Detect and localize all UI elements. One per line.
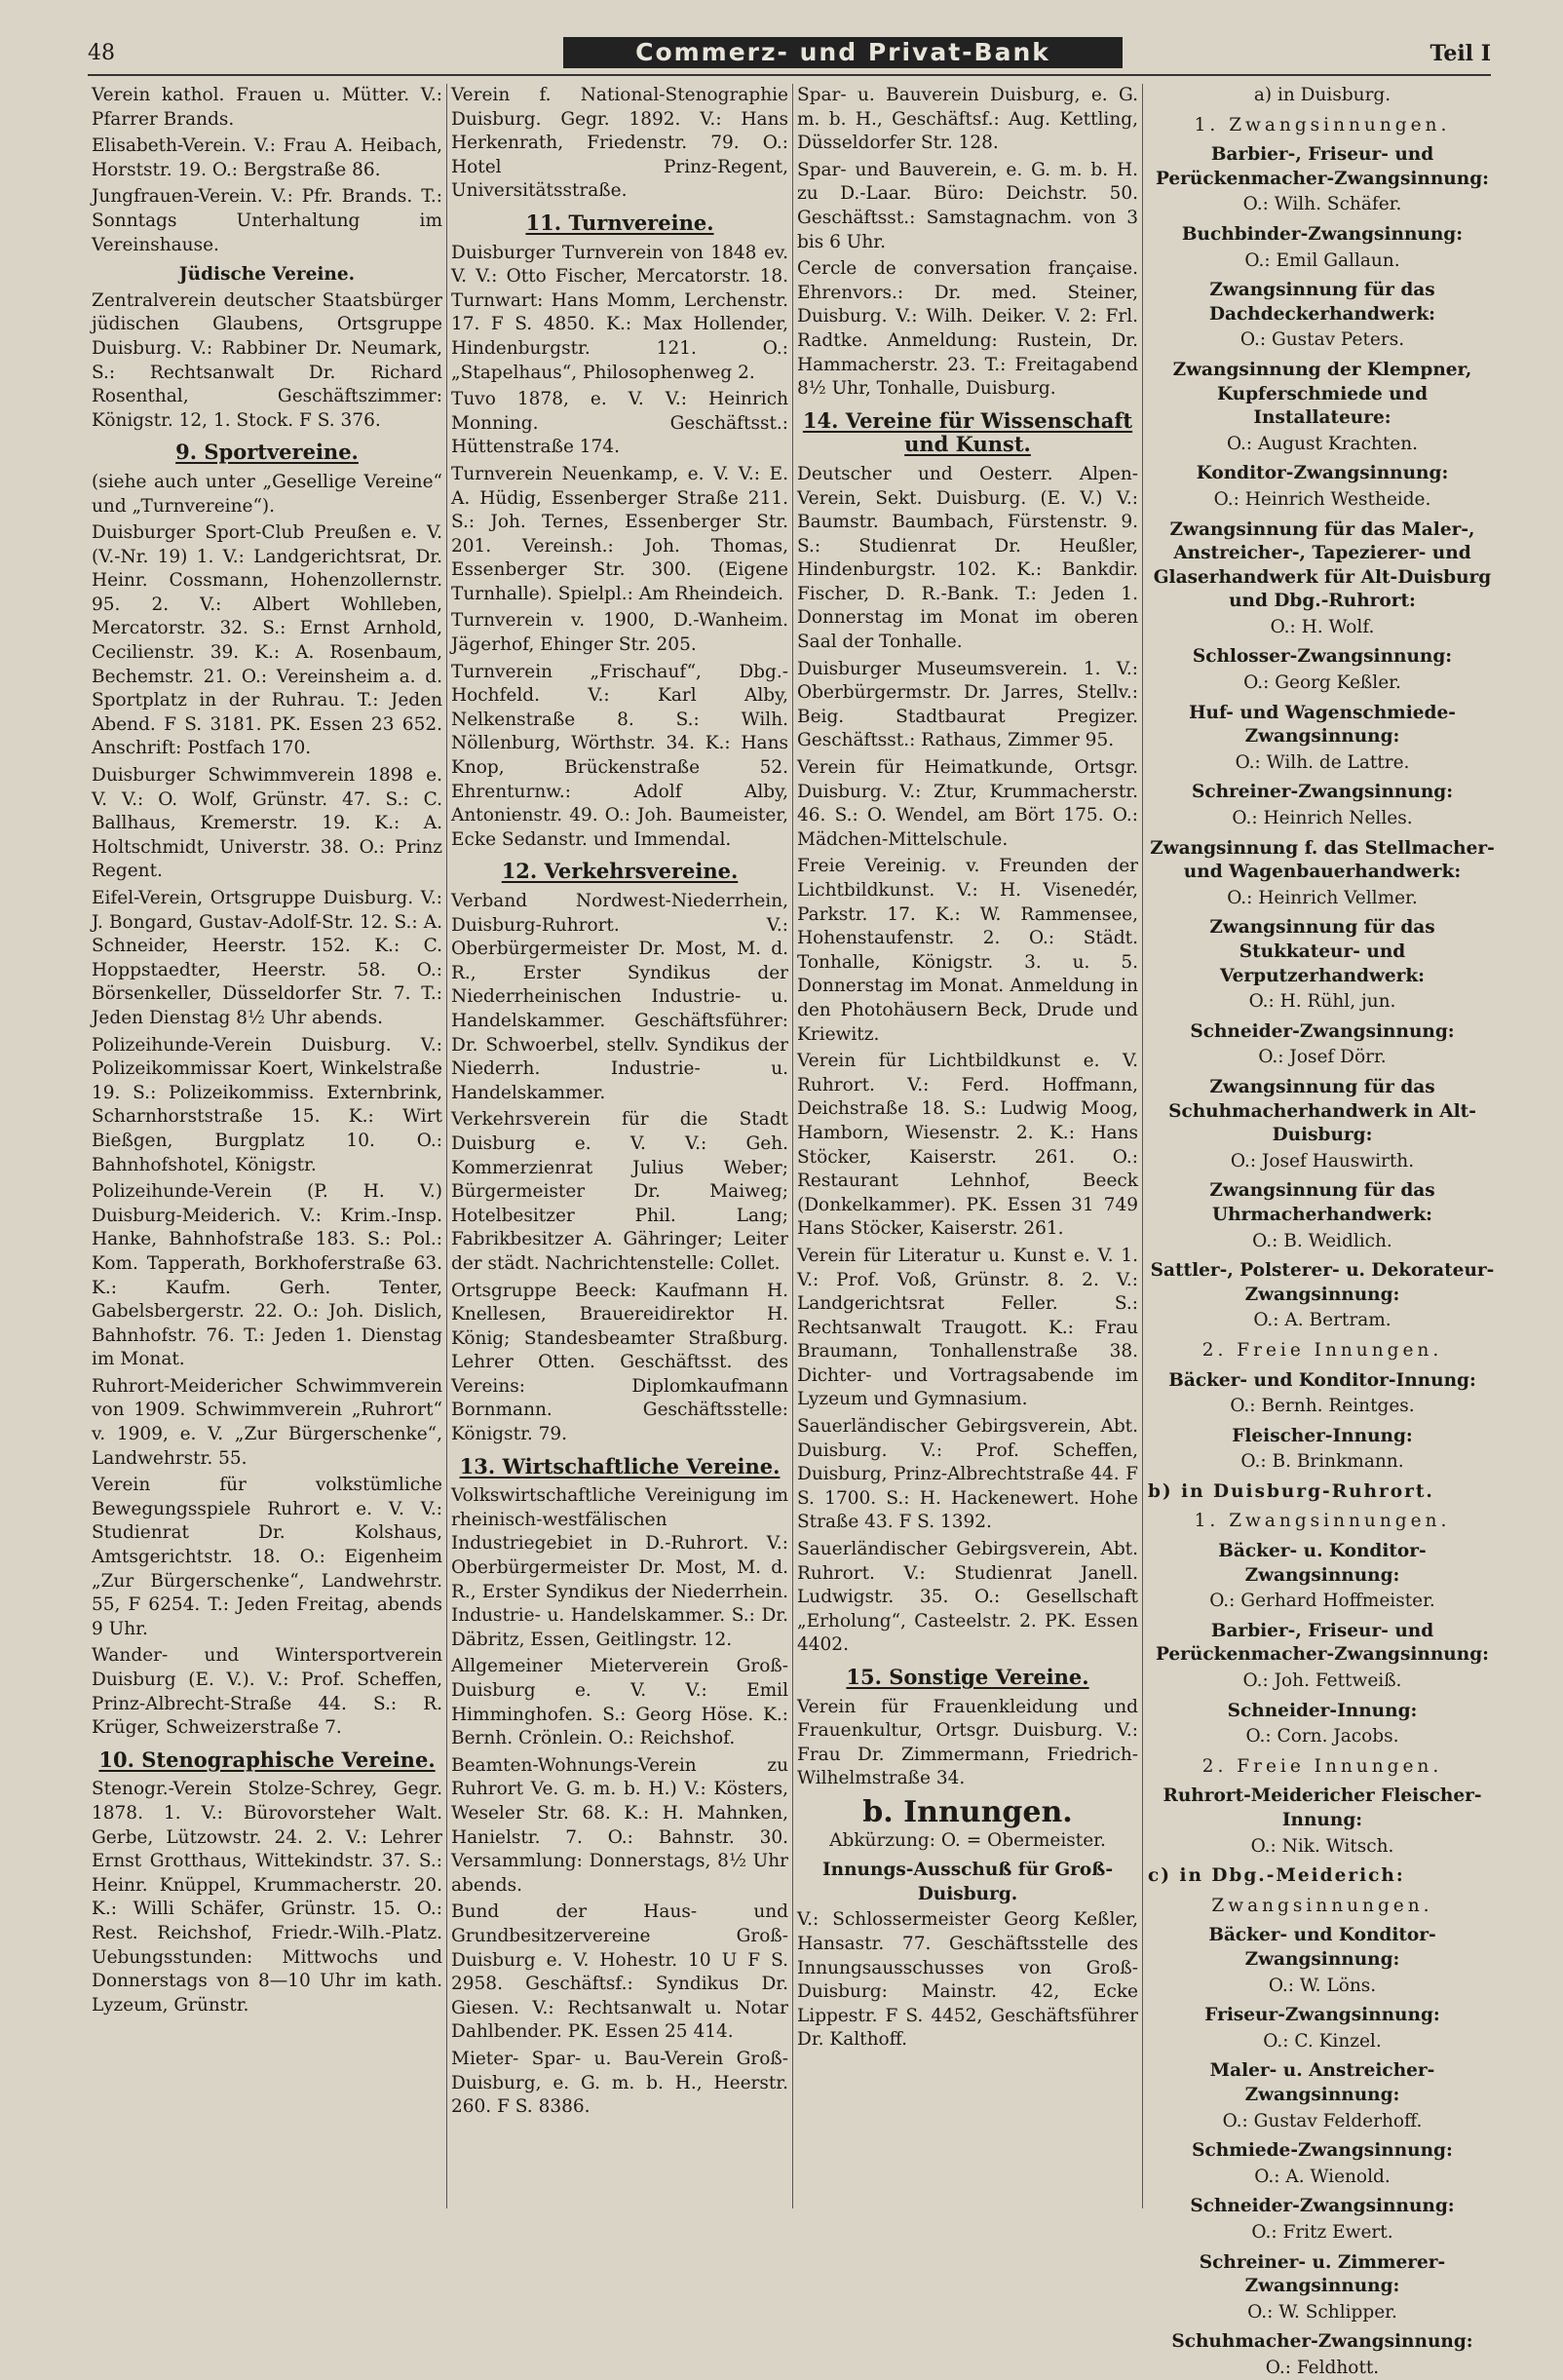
column-divider — [446, 84, 447, 2208]
entry-text: Turnverein v. 1900, D.-Wanheim. Jägerhof, Ehinger Str. 205. — [451, 610, 788, 656]
column-1 — [92, 84, 442, 2218]
subheading: Bäcker- und Konditor-Zwangsinnung: — [1208, 1925, 1436, 1970]
entry-text: Verein für Frauenkleidung und Frauenkultur, Ortsgr. Duisburg. V.: Frau Dr. Zimmermann, Friedrich-Wilhelmstraße 34. — [797, 1696, 1138, 1789]
subheading: Fleischer-Innung: — [1232, 1425, 1413, 1446]
main-heading: b. Innungen. — [862, 1794, 1073, 1829]
centered-line: O.: Gustav Peters. — [1239, 329, 1405, 351]
subheading: Jüdische Vereine. — [178, 264, 356, 286]
subheading: Barbier-, Friseur- und Perückenmacher-Zwangsinnung: — [1156, 144, 1489, 189]
subheading: Huf- und Wagenschmiede-Zwangsinnung: — [1189, 702, 1456, 748]
entry-text: Verein für Lichtbildkunst e. V. Ruhrort. V.: Ferd. Hoffmann, Deichstraße 18. S.: Ludwig Moog, Hamborn, Wiesenstr. 2. K.: Hans Stöcker, Kaiserstr. 261. O.: Restaurant Lehnhof, Beeck (Donkelkammer). PK. Essen 31 749 Hans Stöcker, Kaiserstr. 261. — [797, 1051, 1138, 1240]
centered-line: O.: Feldhott. — [1265, 2357, 1380, 2378]
centered-line: O.: Josef Dörr. — [1258, 1047, 1387, 1068]
entry-text: Allgemeiner Mieterverein Groß-Duisburg e. V. V.: Emil Himminghofen. S.: Georg Höse. K.: Bernh. Crönlein. O.: Reichshof. — [451, 1656, 788, 1749]
entry-text: Duisburger Sport-Club Preußen e. V. (V.-Nr. 19) 1. V.: Landgerichtsrat, Dr. Heinr. Cossmann, Hohenzollernstr. 95. 2. V.: Albert Wohlleben, Mercatorstr. 32. S.: Ernst Arnhold, Cecilienstr. 39. K.: A. Rosenbaum, Bechemstr. 21. O.: Vereinsheim a. d. Sportplatz in der Ruhrau. T.: Jeden Abend. F S. 3181. PK. Essen 23 652. Anschrift: Postfach 170. — [92, 522, 442, 759]
entry-text: Ortsgruppe Beeck: Kaufmann H. Knellesen, Brauereidirektor H. König; Standesbeamter Straßburg. Lehrer Otten. Geschäftsst. des Vereins: Diplomkaufmann Bornmann. Geschäftsstelle: Königstr. 79. — [451, 1280, 788, 1445]
subheading: Sattler-, Polsterer- u. Dekorateur-Zwangsinnung: — [1150, 1260, 1495, 1305]
page-number: 48 — [88, 41, 115, 65]
section-heading: 13. Wirtschaftliche Vereine. — [459, 1453, 781, 1478]
subheading: Barbier-, Friseur- und Perückenmacher-Zwangsinnung: — [1156, 1620, 1489, 1666]
entry-text: Wander- und Wintersportverein Duisburg (E. V.). V.: Prof. Scheffen, Prinz-Albrecht-Straße 44. S.: R. Krüger, Schweizerstraße 7. — [92, 1645, 442, 1739]
subheading: Schreiner- u. Zimmerer-Zwangsinnung: — [1199, 2251, 1446, 2297]
entry-text: Stenogr.-Verein Stolze-Schrey, Gegr. 1878. 1. V.: Bürovorsteher Walt. Gerbe, Lützowstr. 24. 2. V.: Lehrer Ernst Grotthaus, Wittekindstr. 37. S.: Heinr. Knüppel, Krummacherstr. 20. K.: Willi Schäfer, Grünstr. 15. O.: Rest. Reichshof, Friedr.-Wilh.-Platz. Uebungsstunden: Mittwochs und Donnerstags von 8—10 Uhr im kath. Lyzeum, Grünstr. — [92, 1779, 442, 2015]
section-heading: 9. Sportvereine. — [175, 440, 359, 465]
subheading: 1. Zwangsinnungen. — [1194, 114, 1451, 135]
subheading: Friseur-Zwangsinnung: — [1204, 2005, 1440, 2026]
entry-text: Verein für Literatur u. Kunst e. V. 1. V.: Prof. Voß, Grünstr. 8. 2. V.: Landgerichtsrat Feller. S.: Rechtsanwalt Traugott. K.: Frau Braumann, Tonhallenstraße 38. Dichter- und Vortragsabende im Lyzeum und Gymnasium. — [797, 1245, 1138, 1410]
column-2 — [451, 84, 788, 2218]
subheading: Bäcker- und Konditor-Innung: — [1168, 1369, 1476, 1391]
subheading: Zwangsinnung für das Maler-, Anstreicher-, Tapezierer- und Glaserhandwerk für Alt-Duisburg und Dbg.-Ruhrort: — [1153, 518, 1492, 612]
centered-line: O.: Heinrich Westheide. — [1213, 488, 1431, 510]
subheading: Innungs-Ausschuß für Groß-Duisburg. — [822, 1860, 1113, 1904]
centered-line: O.: Fritz Ewert. — [1251, 2221, 1393, 2243]
subheading: Zwangsinnung f. das Stellmacher- und Wagenbauerhandwerk: — [1150, 837, 1495, 883]
subheading: Buchbinder-Zwangsinnung: — [1181, 223, 1464, 245]
subheading: Schreiner-Zwangsinnung: — [1191, 782, 1454, 803]
centered-line: O.: H. Wolf. — [1270, 616, 1375, 637]
entry-text: Duisburger Turnverein von 1848 ev. V. V.: Otto Fischer, Mercatorstr. 18. Turnwart: Hans Momm, Lerchenstr. 17. F S. 4850. K.: Max Hollender, Hindenburgstr. 121. O.: „Stapelhaus“, Philosophenweg 2. — [451, 242, 788, 383]
centered-line: O.: W. Löns. — [1268, 1975, 1377, 1996]
column-divider — [1142, 84, 1143, 2208]
subheading: Zwangsinnung der Klempner, Kupferschmiede und Installateure: — [1172, 359, 1472, 429]
subheading: Zwangsinnungen. — [1211, 1895, 1433, 1916]
centered-line: O.: C. Kinzel. — [1263, 2030, 1382, 2052]
entry-text: Verkehrsverein für die Stadt Duisburg e. V. V.: Geh. Kommerzienrat Julius Weber; Bürgermeister Dr. Maiweg; Hotelbesitzer Phil. Lang; Fabrikbesitzer A. Gähringer; Leiter der städt. Nachrichtenstelle: Collet. — [451, 1109, 788, 1274]
entry-text: Volkswirtschaftliche Vereinigung im rheinisch-westfälischen Industriegebiet in D.-Ruhrort. V.: Oberbürgermeister Dr. Most, M. d. R., Erster Syndikus der Niederrhein. Industrie- u. Handelskammer. S.: Dr. Däbritz, Essen, Geitlingstr. 12. — [451, 1485, 788, 1650]
centered-line: O.: B. Weidlich. — [1252, 1230, 1392, 1251]
entry-text: Verein kathol. Frauen u. Mütter. V.: Pfarrer Brands. — [92, 85, 442, 130]
section-heading: 10. Stenographische Vereine. — [98, 1747, 436, 1772]
section-heading: 11. Turnvereine. — [525, 210, 714, 235]
section-heading: 15. Sonstige Vereine. — [846, 1665, 1089, 1689]
entry-text: Mieter- Spar- u. Bau-Verein Groß-Duisburg, e. G. m. b. H., Heerstr. 260. F S. 8386. — [451, 2048, 788, 2118]
column-4 — [1148, 84, 1497, 2378]
centered-line: O.: H. Rühl, jun. — [1248, 991, 1396, 1013]
subheading: Ruhrort-Meidericher Fleischer-Innung: — [1163, 1785, 1482, 1830]
page-header — [88, 37, 1491, 72]
entry-text: Bund der Haus- und Grundbesitzervereine Groß-Duisburg e. V. Hohestr. 10 U F S. 2958. Geschäftsf.: Syndikus Dr. Giesen. V.: Rechtsanwalt u. Notar Dahlbender. PK. Essen 25 414. — [451, 1901, 788, 2043]
entry-text: (siehe auch unter „Gesellige Vereine“ und „Turnvereine“). — [92, 471, 442, 517]
centered-line: O.: Georg Keßler. — [1243, 672, 1401, 694]
part-label: Teil I — [1430, 41, 1491, 66]
section-heading: 12. Verkehrsvereine. — [501, 859, 739, 884]
subheading: Schuhmacher-Zwangsinnung: — [1171, 2331, 1473, 2353]
centered-line: O.: Joh. Fettweiß. — [1242, 1670, 1402, 1692]
entry-text: Verein für volkstümliche Bewegungsspiele Ruhrort e. V. V.: Studienrat Dr. Kolshaus, Amtsgerichtstr. 18. O.: Eigenheim „Zur Bürgerschenke“, Landwehrstr. 55, F 6254. T.: Jeden Freitag, abends 9 Uhr. — [92, 1475, 442, 1639]
centered-line: O.: Bernh. Reintges. — [1230, 1396, 1415, 1417]
centered-line: O.: Nik. Witsch. — [1250, 1835, 1394, 1857]
centered-line: O.: Josef Hauswirth. — [1230, 1150, 1415, 1171]
subheading: Schneider-Zwangsinnung: — [1190, 1020, 1455, 1042]
subheading: Schneider-Zwangsinnung: — [1190, 2196, 1455, 2217]
centered-line: O.: Gustav Felderhoff. — [1222, 2110, 1423, 2131]
centered-line: O.: W. Schlipper. — [1247, 2301, 1397, 2322]
entry-text: Zentralverein deutscher Staatsbürger jüdischen Glaubens, Ortsgruppe Duisburg. V.: Rabbiner Dr. Neumark, S.: Rechtsanwalt Dr. Richard Rosenthal, Geschäftszimmer: Königstr. 12, 1. Stock. F S. 376. — [92, 289, 442, 431]
centered-line: O.: Heinrich Nelles. — [1232, 808, 1413, 829]
entry-text: Turnverein „Frischauf“, Dbg.-Hochfeld. V.: Karl Alby, Nelkenstraße 8. S.: Wilh. Nöllenburg, Wörthstr. 34. K.: Hans Knop, Brückenstraße 52. Ehrenturnw.: Adolf Alby, Antonienstr. 49. O.: Joh. Baumeister, Ecke Sedanstr. und Immendal. — [451, 661, 788, 850]
entry-text: Polizeihunde-Verein (P. H. V.) Duisburg-Meiderich. V.: Krim.-Insp. Hanke, Bahnhofstraße 183. S.: Pol.: Kom. Tapperath, Borkhoferstraße 63. K.: Kaufm. Gerh. Tenter, Gabelsbergerstr. 22. O.: Joh. Dislich, Bahnhofstr. 76. T.: Jeden 1. Dienstag im Monat. — [92, 1181, 442, 1370]
entry-text: Tuvo 1878, e. V. V.: Heinrich Monning. Geschäftsst.: Hüttenstraße 174. — [451, 389, 788, 458]
entry-text: Turnverein Neuenkamp, e. V. V.: E. A. Hüdig, Essenberger Straße 211. S.: Joh. Ternes, Essenberger Str. 201. Vereinsh.: Joh. Thomas, Essenberger Str. 300. (Eigene Turnhalle). Spielpl.: Am Rheindeich. — [451, 463, 788, 604]
entry-text: Verein f. National-Stenographie Duisburg. Gegr. 1892. V.: Hans Herkenrath, Friedenstr. 79. O.: Hotel Prinz-Regent, Universitätsstraße. — [451, 85, 788, 202]
centered-line: O.: Corn. Jacobs. — [1245, 1726, 1399, 1747]
entry-text: Verband Nordwest-Niederrhein, Duisburg-Ruhrort. V.: Oberbürgermeister Dr. Most, M. d. R., Erster Syndikus der Niederrheinischen Industrie- u. Handelskammer. Geschäftsführer: Dr. Schwoerbel, stellv. Syndikus der Niederrh. Industrie- u. Handelskammer. — [451, 891, 788, 1103]
entry-text: Ruhrort-Meidericher Schwimmverein von 1909. Schwimmverein „Ruhrort“ v. 1909, e. V. „Zur Bürgerschenke“, Landwehrstr. 55. — [92, 1375, 442, 1469]
subheading: Schlosser-Zwangsinnung: — [1192, 646, 1453, 668]
entry-text: Duisburger Museumsverein. 1. V.: Oberbürgermstr. Dr. Jarres, Stellv.: Beig. Stadtbaurat Pregizer. Geschäftsst.: Rathaus, Zimmer 95. — [797, 658, 1138, 751]
subheading: b) in Duisburg-Ruhrort. — [1148, 1480, 1434, 1502]
subheading: Zwangsinnung für das Uhrmacherhandwerk: — [1209, 1180, 1435, 1225]
entry-text: Deutscher und Oesterr. Alpen-Verein, Sekt. Duisburg. (E. V.) V.: Baumstr. Baumbach, Fürstenstr. 9. S.: Studienrat Dr. Heußler, Hindenburgstr. 102. K.: Bankdir. Fischer, D. R.-Bank. T.: Jeden 1. Donnerstag im Monat im oberen Saal der Tonhalle. — [797, 463, 1138, 653]
entry-text: Eifel-Verein, Ortsgruppe Duisburg. V.: J. Bongard, Gustav-Adolf-Str. 12. S.: A. Schneider, Heerstr. 152. K.: C. Hoppstaedter, Heerstr. 58. O.: Börsenkeller, Düsseldorfer Str. 7. T.: Jeden Dienstag 8½ Uhr abends. — [92, 888, 442, 1028]
centered-line: Abkürzung: O. = Obermeister. — [829, 1829, 1106, 1851]
centered-line: O.: A. Bertram. — [1253, 1310, 1391, 1331]
subheading: 1. Zwangsinnungen. — [1194, 1511, 1451, 1532]
centered-line: O.: Emil Gallaun. — [1244, 250, 1400, 271]
entry-text: V.: Schlossermeister Georg Keßler, Hansastr. 77. Geschäftsstelle des Innungsausschusses von Groß-Duisburg: Mainstr. 42, Ecke Lippestr. F S. 4452, Geschäftsführer Dr. Kalthoff. — [797, 1909, 1138, 2051]
subheading: Maler- u. Anstreicher-Zwangsinnung: — [1209, 2060, 1435, 2105]
entry-text: Duisburger Schwimmverein 1898 e. V. V.: O. Wolf, Grünstr. 47. S.: C. Ballhaus, Kremerstr. 19. K.: A. Holtschmidt, Universtr. 38. O.: Prinz Regent. — [92, 765, 442, 882]
bank-banner: Commerz- und Privat-Bank — [563, 37, 1123, 68]
entry-text: Spar- und Bauverein, e. G. m. b. H. zu D.-Laar. Büro: Deichstr. 50. Geschäftsst.: Samstagnachm. von 3 bis 6 Uhr. — [797, 159, 1138, 252]
header-rule — [88, 74, 1491, 76]
subheading: Konditor-Zwangsinnung: — [1196, 463, 1449, 484]
entry-text: Sauerländischer Gebirgsverein, Abt. Duisburg. V.: Prof. Scheffen, Duisburg, Prinz-Albrechtstraße 44. F S. 1700. S.: H. Hackenewert. Hohe Straße 43. F S. 1392. — [797, 1416, 1138, 1533]
entry-text: Verein für Heimatkunde, Ortsgr. Duisburg. V.: Ztur, Krummacherstr. 46. S.: O. Wendel, am Bört 175. O.: Mädchen-Mittelschule. — [797, 757, 1138, 850]
subheading: Bäcker- u. Konditor-Zwangsinnung: — [1218, 1541, 1427, 1586]
column-3 — [797, 84, 1138, 2218]
subheading: Zwangsinnung für das Dachdeckerhandwerk: — [1209, 280, 1435, 325]
entry-text: Jungfrauen-Verein. V.: Pfr. Brands. T.: Sonntags Unterhaltung im Vereinshause. — [92, 186, 442, 255]
section-heading: 14. Vereine für Wissenschaft und Kunst. — [802, 407, 1133, 457]
entry-text: Spar- u. Bauverein Duisburg, e. G. m. b. H., Geschäftsf.: Aug. Kettling, Düsseldorfer Str. 128. — [797, 85, 1138, 154]
subheading: Schmiede-Zwangsinnung: — [1192, 2140, 1453, 2162]
subheading: Zwangsinnung für das Schuhmacherhandwerk in Alt-Duisburg: — [1168, 1076, 1476, 1146]
column-divider — [792, 84, 793, 2208]
centered-line: O.: Heinrich Vellmer. — [1227, 887, 1418, 908]
centered-line: O.: August Krachten. — [1226, 433, 1419, 454]
centered-line: a) in Duisburg. — [1253, 85, 1391, 105]
entry-text: Sauerländischer Gebirgsverein, Abt. Ruhrort. V.: Studienrat Janell. Ludwigstr. 35. O.: Gesellschaft „Erholung“, Casteelstr. 2. PK. Essen 4402. — [797, 1539, 1138, 1656]
subheading: c) in Dbg.-Meiderich: — [1148, 1865, 1405, 1887]
entry-text: Freie Vereinig. v. Freunden der Lichtbildkunst. V.: H. Visenedér, Parkstr. 17. K.: W. Rammensee, Hohenstaufenstr. 2. O.: Städt. Tonhalle, Königstr. 3. u. 5. Donnerstag im Monat. Anmeldung in den Photohäusern Beck, Drude und Kriewitz. — [797, 856, 1138, 1045]
entry-text: Polizeihunde-Verein Duisburg. V.: Polizeikommissar Koert, Winkelstraße 19. S.: Polizeikommiss. Externbrink, Scharnhorststraße 15. K.: Wirt Bießgen, Burgplatz 10. O.: Bahnhofshotel, Königstr. — [92, 1034, 442, 1175]
subheading: Zwangsinnung für das Stukkateur- und Verputzerhandwerk: — [1209, 917, 1435, 986]
centered-line: O.: Wilh. Schäfer. — [1242, 194, 1402, 215]
centered-line: O.: Gerhard Hoffmeister. — [1209, 1591, 1435, 1612]
centered-line: O.: Wilh. de Lattre. — [1235, 751, 1410, 773]
entry-text: Elisabeth-Verein. V.: Frau A. Heibach, Horststr. 19. O.: Bergstraße 86. — [92, 135, 442, 180]
entry-text: Beamten-Wohnungs-Verein zu Ruhrort Ve. G. m. b. H.) V.: Kösters, Weseler Str. 68. K.: H. Mahnken, Hanielstr. 7. O.: Bahnstr. 30. Versammlung: Donnerstags, 8½ Uhr abends. — [451, 1754, 788, 1896]
subheading: 2. Freie Innungen. — [1201, 1339, 1443, 1361]
entry-text: Cercle de conversation française. Ehrenvors.: Dr. med. Steiner, Duisburg. V.: Wilh. Deiker. V. 2: Frl. Radtke. Anmeldung: Rustein, Dr. Hammacherstr. 23. T.: Freitagabend 8½ Uhr, Tonhalle, Duisburg. — [797, 258, 1138, 400]
centered-line: O.: A. Wienold. — [1254, 2166, 1391, 2187]
subheading: Schneider-Innung: — [1227, 1700, 1418, 1721]
centered-line: O.: B. Brinkmann. — [1240, 1451, 1404, 1473]
subheading: 2. Freie Innungen. — [1201, 1755, 1443, 1777]
